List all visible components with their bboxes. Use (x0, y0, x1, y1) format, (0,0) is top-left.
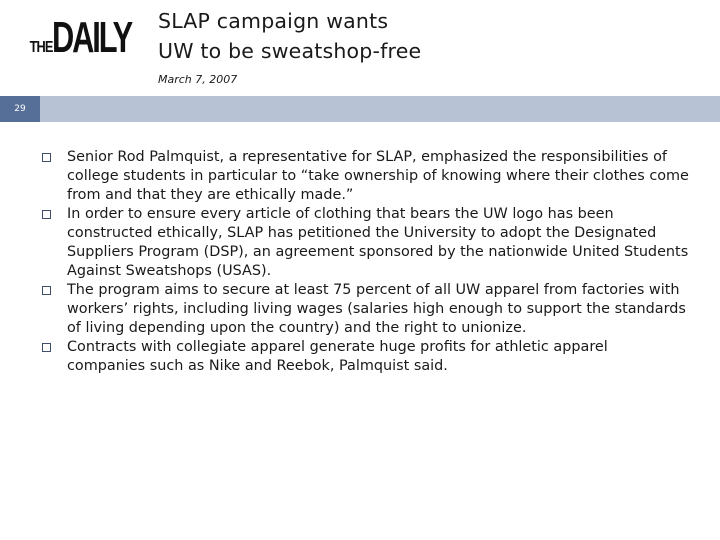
slide-number: 29 (0, 96, 40, 122)
list-item (40, 148, 690, 205)
bullet-text: The program aims to secure at least 75 percent of all UW apparel from factories with workers’ rights, including living wages (salaries high enough to support the standards of living depending upon the country) and the right to unionize. (67, 282, 686, 336)
square-bullet-icon (42, 343, 51, 352)
article-date: March 7, 2007 (158, 73, 238, 86)
logo-name: DAILY (52, 13, 132, 62)
square-bullet-icon (42, 286, 51, 295)
list-item (40, 338, 690, 376)
logo-prefix: THE (29, 39, 53, 56)
square-bullet-icon (42, 153, 51, 162)
bullet-list (40, 148, 690, 376)
header-divider-bar (0, 96, 720, 122)
the-daily-logo (24, 13, 165, 62)
slide-title-line-2: UW to be sweatshop-free (158, 39, 422, 63)
list-item (40, 205, 690, 281)
slide-title-line-1: SLAP campaign wants (158, 9, 389, 33)
square-bullet-icon (42, 210, 51, 219)
bullet-text: Contracts with collegiate apparel generate huge profits for athletic apparel companies such as Nike and Reebok, Palmquist said. (67, 339, 608, 374)
bullet-text: In order to ensure every article of clothing that bears the UW logo has been constructed ethically, SLAP has petitioned the University to adopt the Designated Suppliers Program (DSP), an agreement sponsored by the nationwide United Students Against Sweatshops (USAS). (67, 206, 689, 279)
bullet-text: Senior Rod Palmquist, a representative for SLAP, emphasized the responsibilities of college students in particular to “take ownership of knowing where their clothes come from and that they are ethically made.” (67, 149, 689, 203)
list-item (40, 281, 690, 338)
slide-title (158, 6, 421, 66)
